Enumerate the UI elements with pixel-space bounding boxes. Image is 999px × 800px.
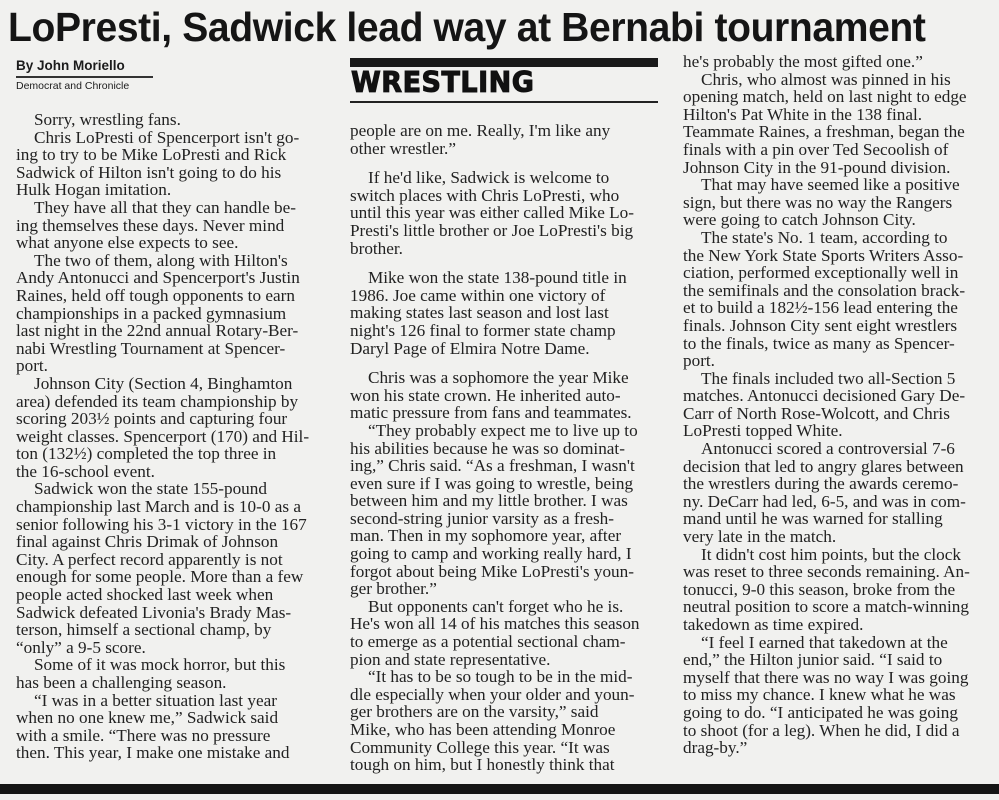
- text-line: when no one knew me,” Sadwick said: [16, 708, 279, 728]
- text-line: LoPresti topped White.: [683, 421, 843, 441]
- article-paragraph: [683, 370, 999, 440]
- article-paragraph: [16, 692, 336, 762]
- text-line: myself that there was no way I was going: [683, 667, 969, 687]
- text-line: last night in the 22nd annual Rotary-Ber-: [16, 321, 299, 341]
- article-column-3: [683, 53, 999, 757]
- text-line: championship last March and is 10-0 as a: [16, 497, 301, 517]
- text-line: the semifinals and the consolation brack-: [683, 280, 966, 300]
- article-paragraph: [683, 546, 999, 634]
- text-line: going to camp and working really hard, I: [350, 544, 632, 564]
- text-line: championships in a packed gymnasium: [16, 303, 287, 323]
- text-line: Chris was a sophomore the year Mike: [368, 368, 629, 388]
- text-line: port.: [16, 356, 48, 376]
- text-line: the wrestlers during the awards ceremo-: [683, 474, 959, 494]
- text-line: was reset to three seconds remaining. An-: [683, 562, 970, 582]
- article-paragraph: [16, 129, 336, 199]
- text-line: to emerge as a potential sectional cham-: [350, 632, 626, 652]
- text-line: his abilities because he was so dominat-: [350, 438, 625, 458]
- text-line: he's probably the most gifted one.”: [683, 52, 923, 71]
- headline: LoPresti, Sadwick lead way at Bernabi tournament: [8, 4, 926, 50]
- text-line: area) defended its team championship by: [16, 391, 299, 411]
- text-line: forgot about being Mike LoPresti's youn-: [350, 561, 634, 581]
- text-line: the 16-school event.: [16, 461, 155, 481]
- text-line: other wrestler.”: [350, 138, 456, 158]
- section-header-bar: [350, 58, 658, 67]
- article-paragraph: [16, 480, 336, 656]
- article-paragraph: [350, 369, 670, 422]
- text-line: enough for some people. More than a few: [16, 567, 304, 587]
- text-line: brother.: [350, 238, 403, 258]
- text-line: then. This year, I make one mistake and: [16, 743, 290, 763]
- article-paragraph: [16, 111, 336, 129]
- byline: [16, 58, 153, 93]
- article-paragraph: [16, 375, 336, 481]
- text-line: Chris LoPresti of Spencerport isn't go-: [34, 127, 300, 147]
- text-line: 1986. Joe came within one victory of: [350, 285, 606, 305]
- text-line: ger brothers are on the varsity,” said: [350, 702, 599, 722]
- article-paragraph: [683, 71, 999, 177]
- article-paragraph: [683, 440, 999, 546]
- text-line: finals with a pin over Ted Secoolish of: [683, 139, 949, 159]
- text-line: The finals included two all-Section 5: [701, 368, 956, 388]
- text-line: won his state crown. He inherited auto-: [350, 385, 621, 405]
- article-paragraph: [16, 252, 336, 375]
- text-line: terson, himself a sectional champ, by: [16, 620, 272, 640]
- text-line: nabi Wrestling Tournament at Spencer-: [16, 338, 286, 358]
- text-line: City. A perfect record apparently is not: [16, 549, 283, 569]
- text-line: neutral position to score a match-winning: [683, 597, 969, 617]
- text-line: decision that led to angry glares between: [683, 456, 964, 476]
- text-line: Hulk Hogan imitation.: [16, 180, 172, 200]
- text-line: what anyone else expects to see.: [16, 233, 239, 253]
- text-line: Some of it was mock horror, but this: [34, 655, 286, 675]
- bottom-rule: [0, 784, 999, 794]
- text-line: port.: [683, 351, 715, 371]
- text-line: takedown as time expired.: [683, 615, 864, 634]
- text-line: ciation, performed exceptionally well in: [683, 263, 959, 283]
- text-line: Community College this year. “It was: [350, 737, 610, 757]
- text-line: with a smile. “There was no pressure: [16, 725, 271, 745]
- text-line: opening match, held on last night to edge: [683, 87, 967, 107]
- text-line: et to build a 182½-156 lead entering the: [683, 298, 958, 318]
- article-paragraph: [350, 269, 670, 357]
- article-paragraph: [350, 668, 670, 774]
- section-header: [350, 58, 658, 103]
- text-line: going to do. “I anticipated he was going: [683, 702, 958, 722]
- text-line: people are on me. Really, I'm like any: [350, 121, 611, 140]
- text-line: switch places with Chris LoPresti, who: [350, 185, 620, 205]
- text-line: finals. Johnson City sent eight wrestlers: [683, 315, 958, 335]
- text-line: night's 126 final to former state champ: [350, 320, 616, 340]
- text-line: Johnson City (Section 4, Binghamton: [34, 373, 293, 393]
- text-line: “I was in a better situation last year: [34, 690, 277, 710]
- text-line: dle especially when your older and youn-: [350, 684, 635, 704]
- text-line: It didn't cost him points, but the clock: [701, 544, 961, 564]
- text-line: between him and my little brother. I was: [350, 491, 628, 511]
- text-line: people acted shocked last week when: [16, 585, 274, 605]
- text-line: man. Then in my sophomore year, after: [350, 526, 622, 546]
- text-line: Mike, who has been attending Monroe: [350, 720, 616, 739]
- text-line: to miss my chance. I knew what he was: [683, 685, 956, 705]
- section-header-rule: [350, 101, 658, 103]
- text-line: Hilton's Pat White in the 138 final.: [683, 104, 923, 124]
- text-line: Andy Antonucci and Spencerport's Justin: [16, 268, 300, 288]
- text-line: senior following his 3-1 victory in the 167: [16, 514, 307, 534]
- text-line: matic pressure from fans and teammates.: [350, 403, 632, 423]
- text-line: If he'd like, Sadwick is welcome to: [368, 168, 610, 188]
- text-line: The state's No. 1 team, according to: [701, 227, 948, 247]
- text-line: Presti's little brother or Joe LoPresti's big: [350, 220, 634, 240]
- text-line: Sorry, wrestling fans.: [34, 110, 181, 129]
- text-line: But opponents can't forget who he is.: [368, 596, 624, 616]
- text-line: second-string junior varsity as a fresh-: [350, 508, 614, 528]
- article-paragraph: [350, 169, 670, 257]
- text-line: Chris, who almost was pinned in his: [701, 69, 951, 89]
- text-line: to the finals, twice as many as Spencer-: [683, 333, 955, 353]
- text-line: Sadwick of Hilton isn't going to do his: [16, 162, 282, 182]
- text-line: Sadwick defeated Livonia's Brady Mas-: [16, 602, 292, 622]
- text-line: Teammate Raines, a freshman, began the: [683, 122, 965, 142]
- text-line: The two of them, along with Hilton's: [34, 250, 288, 270]
- article-paragraph: [350, 122, 670, 157]
- text-line: Mike won the state 138-pound title in: [368, 268, 627, 288]
- text-line: He's won all 14 of his matches this season: [350, 614, 640, 634]
- text-line: “It has to be so tough to be in the mid-: [368, 667, 633, 687]
- text-line: has been a challenging season.: [16, 673, 227, 692]
- text-line: ger brother.”: [350, 579, 437, 599]
- text-line: ny. DeCarr had led, 6-5, and was in com-: [683, 491, 966, 511]
- text-line: “only” a 9-5 score.: [16, 637, 146, 657]
- text-line: Johnson City in the 91-pound division.: [683, 157, 951, 177]
- text-line: They have all that they can handle be-: [34, 197, 296, 217]
- text-line: ing themselves these days. Never mind: [16, 215, 285, 235]
- text-line: sign, but there was no way the Rangers: [683, 192, 953, 212]
- text-line: weight classes. Spencerport (170) and Hil-: [16, 426, 310, 446]
- text-line: Sadwick won the state 155-pound: [34, 479, 267, 499]
- text-line: even sure if I was going to wrestle, being: [350, 473, 634, 493]
- article-column-2: [350, 122, 670, 774]
- text-line: scoring 203½ points and capturing four: [16, 409, 288, 429]
- text-line: ton (132½) completed the top three in: [16, 444, 277, 464]
- text-line: were going to catch Johnson City.: [683, 210, 916, 230]
- text-line: the New York State Sports Writers Asso-: [683, 245, 964, 265]
- text-line: Daryl Page of Elmira Notre Dame.: [350, 338, 590, 358]
- article-paragraph: [350, 422, 670, 598]
- text-line: Carr of North Rose-Wolcott, and Chris: [683, 403, 950, 423]
- text-line: pion and state representative.: [350, 649, 551, 669]
- text-line: final against Chris Drimak of Johnson: [16, 532, 279, 552]
- text-line: ing,” Chris said. “As a freshman, I wasn't: [350, 456, 635, 476]
- text-line: tonucci, 9-0 this season, broke from the: [683, 579, 956, 599]
- text-line: to shoot (for a leg). When he did, I did a: [683, 720, 960, 740]
- article-column-1: [16, 111, 336, 762]
- text-line: very late in the match.: [683, 527, 837, 547]
- text-line: matches. Antonucci decisioned Gary De-: [683, 386, 966, 406]
- text-line: until this year was either called Mike Lo-: [350, 203, 634, 223]
- article-paragraph: [683, 53, 999, 71]
- text-line: tough on him, but I honestly think that: [350, 755, 615, 775]
- article-paragraph: [350, 598, 670, 668]
- text-line: Antonucci scored a controversial 7-6: [701, 439, 955, 459]
- byline-author: By John Moriello: [16, 58, 153, 78]
- text-line: “They probably expect me to live up to: [368, 420, 638, 440]
- byline-source: Democrat and Chronicle: [16, 80, 130, 92]
- article-paragraph: [16, 656, 336, 691]
- text-line: mand until he was warned for stalling: [683, 509, 943, 529]
- section-label: WRESTLING: [351, 67, 535, 100]
- article-paragraph: [683, 634, 999, 757]
- text-line: ing to try to be Mike LoPresti and Rick: [16, 145, 287, 165]
- text-line: That may have seemed like a positive: [701, 175, 960, 195]
- text-line: “I feel I earned that takedown at the: [701, 632, 948, 652]
- text-line: making states last season and lost last: [350, 303, 609, 323]
- article-paragraph: [683, 229, 999, 370]
- article-paragraph: [683, 176, 999, 229]
- text-line: drag-by.”: [683, 738, 748, 758]
- article-paragraph: [16, 199, 336, 252]
- text-line: end,” the Hilton junior said. “I said to: [683, 650, 943, 670]
- text-line: Raines, held off tough opponents to earn: [16, 285, 295, 305]
